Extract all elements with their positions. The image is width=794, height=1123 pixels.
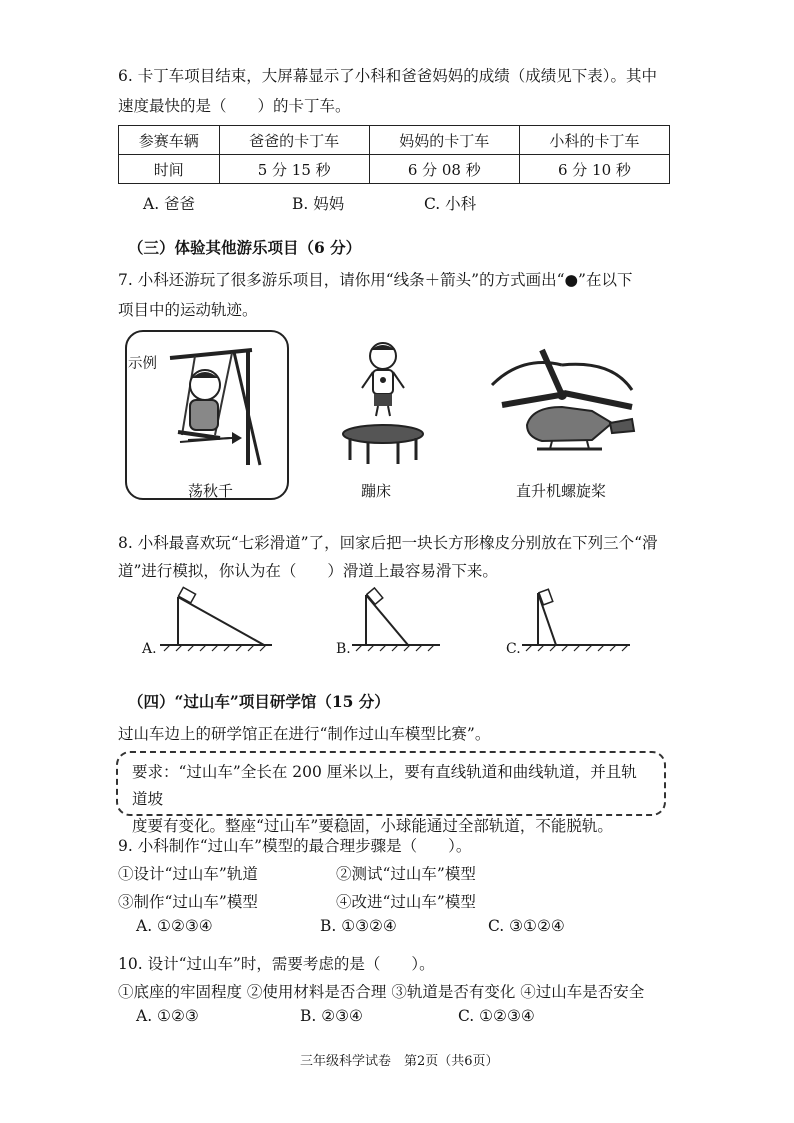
table-cell: 6 分 08 秒 bbox=[369, 155, 519, 184]
q9-step-1: ①设计“过山车”轨道 bbox=[118, 865, 258, 883]
q8-stem-line2: 道”进行模拟，你认为在（ ）滑道上最容易滑下来。 bbox=[118, 562, 498, 580]
caption-trampoline: 蹦床 bbox=[361, 482, 392, 500]
q6-option-b[interactable]: B. 妈妈 bbox=[292, 195, 345, 213]
slide-a-label[interactable]: A. bbox=[142, 641, 157, 657]
q6-option-a[interactable]: A. 爸爸 bbox=[143, 195, 196, 213]
helicopter-illustration bbox=[482, 345, 642, 465]
q7-stem-line2: 项目中的运动轨迹。 bbox=[118, 301, 258, 319]
table-header-cell: 妈妈的卡丁车 bbox=[369, 126, 519, 155]
q9-option-c[interactable]: C. ③①②④ bbox=[488, 917, 565, 935]
section4-title: （四）“过山车”项目研学馆（15 分） bbox=[128, 692, 390, 711]
q10-option-b[interactable]: B. ②③④ bbox=[300, 1007, 363, 1025]
q7-stem-line1: 7. 小科还游玩了很多游乐项目，请你用“线条＋箭头”的方式画出“●”在以下 bbox=[118, 271, 633, 289]
q8-stem-line1: 8. 小科最喜欢玩“七彩滑道”了，回家后把一块长方形橡皮分别放在下列三个“滑 bbox=[118, 534, 658, 552]
example-label: 示例 bbox=[128, 356, 157, 372]
q9-step-2: ②测试“过山车”模型 bbox=[336, 865, 476, 883]
q10-option-c[interactable]: C. ①②③④ bbox=[458, 1007, 535, 1025]
caption-swing: 荡秋千 bbox=[188, 482, 234, 500]
slide-c-diagram bbox=[522, 585, 632, 655]
q9-step-3: ③制作“过山车”模型 bbox=[118, 893, 258, 911]
table-header-cell: 小科的卡丁车 bbox=[519, 126, 669, 155]
q10-option-a[interactable]: A. ①②③ bbox=[136, 1007, 199, 1025]
caption-helicopter: 直升机螺旋桨 bbox=[516, 482, 607, 500]
table-row bbox=[119, 126, 670, 155]
table-cell: 6 分 10 秒 bbox=[519, 155, 669, 184]
slide-b-label[interactable]: B. bbox=[336, 641, 351, 657]
q10-factors: ①底座的牢固程度 ②使用材料是否合理 ③轨道是否有变化 ④过山车是否安全 bbox=[118, 983, 645, 1001]
q9-option-a[interactable]: A. ①②③④ bbox=[136, 917, 213, 935]
table-header-cell: 参赛车辆 bbox=[119, 126, 220, 155]
q10-stem: 10. 设计“过山车”时，需要考虑的是（ ）。 bbox=[118, 955, 435, 973]
q9-step-4: ④改进“过山车”模型 bbox=[336, 893, 476, 911]
q9-option-b[interactable]: B. ①③②④ bbox=[320, 917, 397, 935]
q9-stem: 9. 小科制作“过山车”模型的最合理步骤是（ ）。 bbox=[118, 837, 472, 855]
q6-stem-line2: 速度最快的是（ ）的卡丁车。 bbox=[118, 97, 351, 115]
table-cell: 5 分 15 秒 bbox=[219, 155, 369, 184]
requirements-box bbox=[116, 751, 666, 835]
table-row bbox=[119, 155, 670, 184]
section3-title: （三）体验其他游乐项目（6 分） bbox=[128, 238, 362, 257]
q6-score-table bbox=[118, 125, 670, 184]
slide-b-diagram bbox=[352, 585, 442, 655]
q6-option-c[interactable]: C. 小科 bbox=[424, 195, 477, 213]
requirements-line2: 度要有变化。整座“过山车”要稳固，小球能通过全部轨道，不能脱轨。 bbox=[132, 817, 613, 835]
requirements-line1: 要求：“过山车”全长在 200 厘米以上，要有直线轨道和曲线轨道，并且轨道坡 bbox=[132, 763, 637, 808]
slide-c-label[interactable]: C. bbox=[506, 641, 521, 657]
trampoline-illustration bbox=[338, 340, 428, 470]
slide-a-diagram bbox=[160, 585, 275, 655]
q6-stem-line1: 6. 卡丁车项目结束，大屏幕显示了小科和爸爸妈妈的成绩（成绩见下表）。其中 bbox=[118, 67, 657, 85]
section4-intro: 过山车边上的研学馆正在进行“制作过山车模型比赛”。 bbox=[118, 725, 491, 743]
page-footer: 三年级科学试卷 第2页（共6页） bbox=[300, 1054, 499, 1069]
table-header-cell: 爸爸的卡丁车 bbox=[219, 126, 369, 155]
table-cell: 时间 bbox=[119, 155, 220, 184]
swing-illustration bbox=[160, 340, 270, 470]
